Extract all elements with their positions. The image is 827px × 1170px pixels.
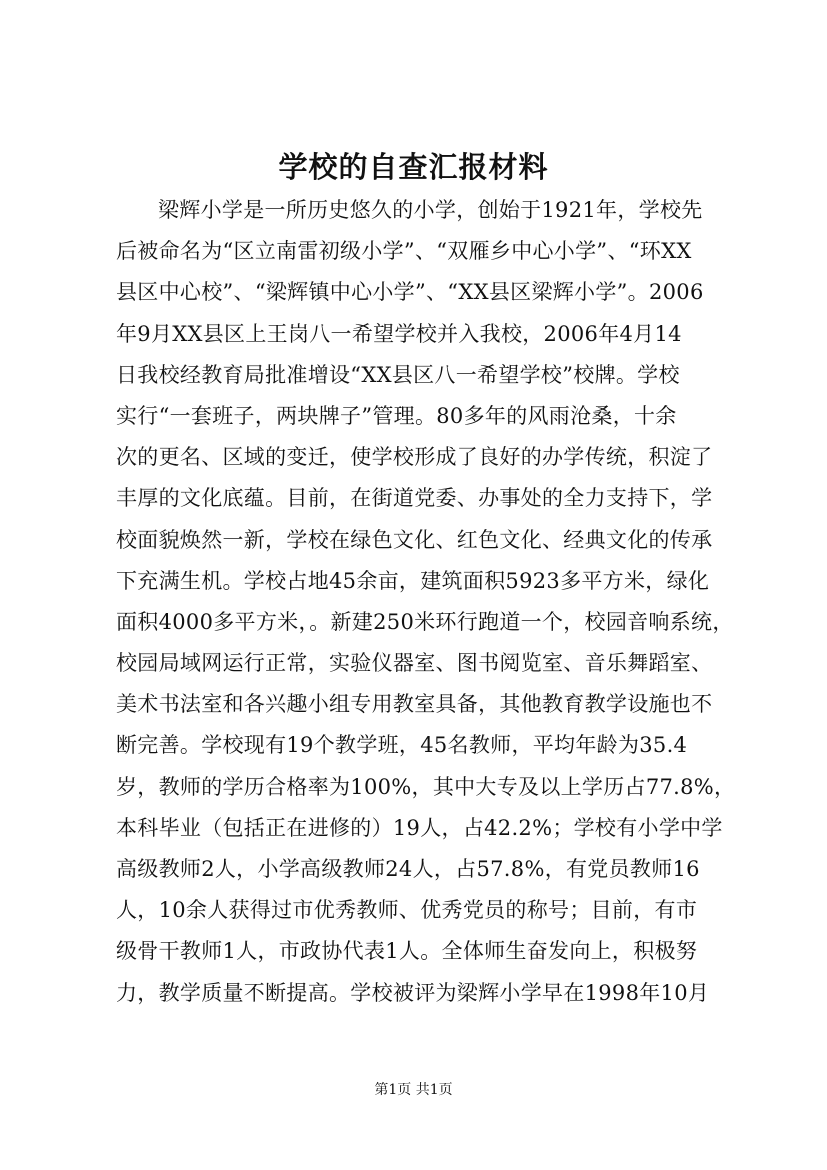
document-title: 学校的自查汇报材料 bbox=[278, 150, 549, 184]
body-line: 梁辉小学是一所历史悠久的小学，创始于1921年，学校先 bbox=[158, 198, 703, 222]
body-line: 丰厚的文化底蕴。目前，在街道党委、办事处的全力支持下，学 bbox=[116, 486, 713, 511]
body-line: 后被命名为“区立南雷初级小学”、“双雁乡中心小学”、“环XX bbox=[116, 239, 692, 264]
body-line: 校园局域网运行正常，实验仪器室、图书阅览室、音乐舞蹈室、 bbox=[116, 651, 713, 676]
body-line: 日我校经教育局批准增设“XX县区八一希望学校”校牌。学校 bbox=[116, 362, 680, 387]
body-line: 级骨干教师1人，市政协代表1人。全体师生奋发向上，积极努 bbox=[116, 939, 698, 964]
body-line: 岁，教师的学历合格率为100%，其中大专及以上学历占77.8%， bbox=[116, 774, 736, 799]
body-line: 力，教学质量不断提高。学校被评为梁辉小学早在1998年10月 bbox=[116, 980, 710, 1005]
body-line: 实行“一套班子，两块牌子”管理。80多年的风雨沧桑，十余 bbox=[116, 403, 677, 428]
body-line: 校面貌焕然一新，学校在绿色文化、红色文化、经典文化的传承 bbox=[116, 527, 713, 552]
page-footer: 第1页 共1页 bbox=[374, 1082, 453, 1098]
body-line: 年9月XX县区上王岗八一希望学校并入我校，2006年4月14 bbox=[116, 321, 682, 346]
body-line: 断完善。学校现有19个教学班，45名教师，平均年龄为35.4 bbox=[116, 733, 688, 758]
body-line: 人，10余人获得过市优秀教师、优秀党员的称号；目前，有市 bbox=[116, 898, 698, 923]
body-line: 高级教师2人，小学高级教师24人，占57.8%，有党员教师16 bbox=[116, 857, 700, 881]
document-body bbox=[116, 190, 756, 1014]
body-line: 面积4000多平方米，。新建250米环行跑道一个，校园音响系统， bbox=[116, 609, 734, 634]
body-line: 美术书法室和各兴趣小组专用教室具备，其他教育教学设施也不 bbox=[116, 692, 713, 717]
body-line: 县区中心校”、“梁辉镇中心小学”、“XX县区梁辉小学”。2006 bbox=[116, 280, 704, 305]
body-line: 次的更名、区域的变迁，使学校形成了良好的办学传统，积淀了 bbox=[116, 445, 713, 470]
body-line: 下充满生机。学校占地45余亩，建筑面积5923多平方米，绿化 bbox=[116, 568, 710, 593]
body-line: 本科毕业（包括正在进修的）19人，占42.2%；学校有小学中学 bbox=[116, 815, 723, 840]
